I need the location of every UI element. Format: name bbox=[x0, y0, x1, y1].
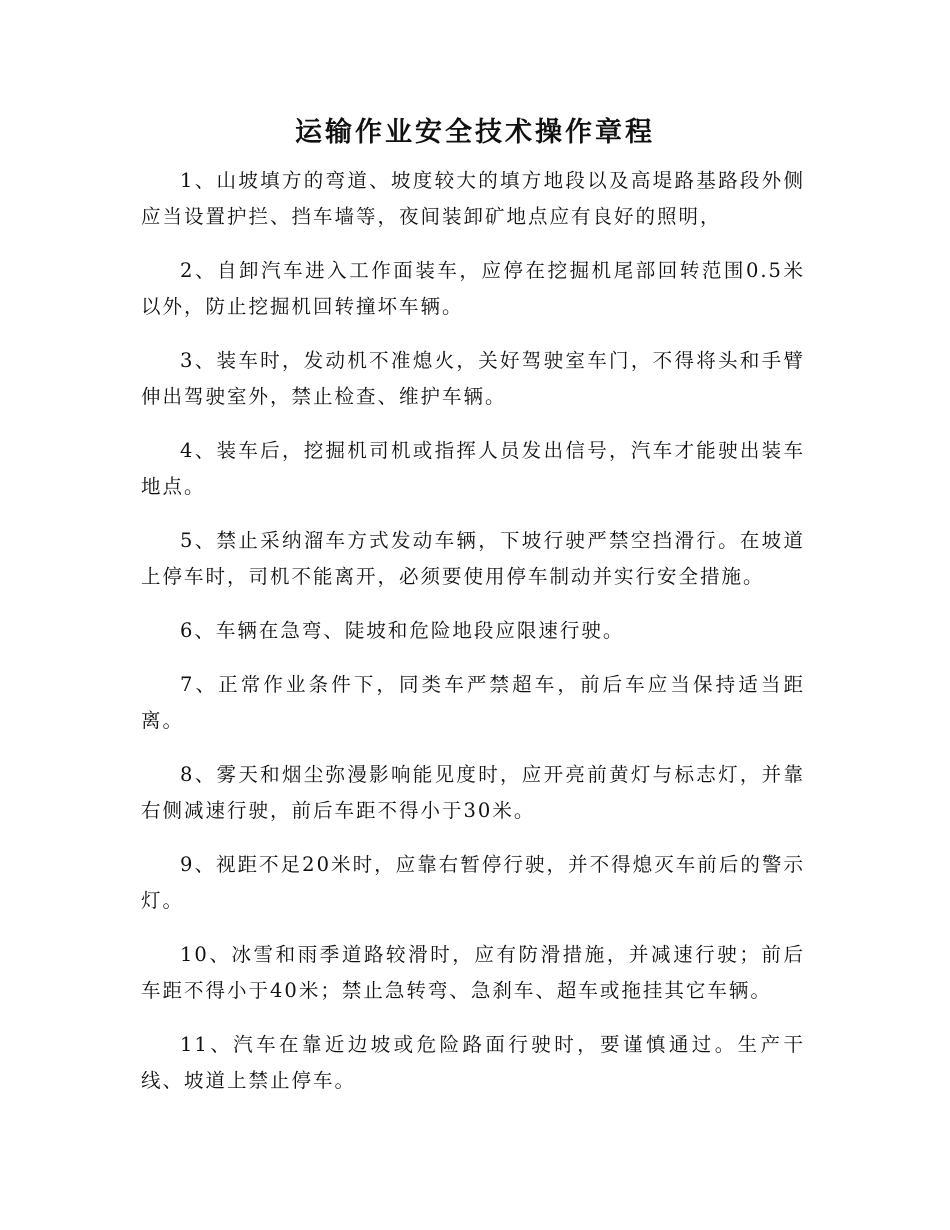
paragraph-1: 1、山坡填方的弯道、坡度较大的填方地段以及高堤路基路段外侧应当设置护拦、挡车墙等，夜间装卸矿地点应有良好的照明， bbox=[141, 169, 805, 228]
paragraph-6: 6、车辆在急弯、陡坡和危险地段应限速行驶。 bbox=[180, 619, 625, 642]
paragraph-7: 7、正常作业条件下，同类车严禁超车，前后车应当保持适当距离。 bbox=[141, 673, 805, 732]
paragraph-8: 8、雾天和烟尘弥漫影响能见度时，应开亮前黄灯与标志灯，并靠右侧减速行驶，前后车距不得小于30米。 bbox=[141, 763, 805, 822]
document-body bbox=[141, 163, 805, 1117]
paragraph-10: 10、冰雪和雨季道路较滑时，应有防滑措施，并减速行驶；前后车距不得小于40米；禁止急转弯、急刹车、超车或拖挂其它车辆。 bbox=[141, 943, 805, 1002]
paragraph-9: 9、视距不足20米时，应靠右暂停行驶，并不得熄灭车前后的警示灯。 bbox=[141, 853, 805, 912]
paragraph-11: 11、汽车在靠近边坡或危险路面行驶时，要谨慎通过。生产干线、坡道上禁止停车。 bbox=[141, 1033, 805, 1092]
paragraph-5: 5、禁止采纳溜车方式发动车辆，下坡行驶严禁空挡滑行。在坡道上停车时，司机不能离开，必须要使用停车制动并实行安全措施。 bbox=[141, 529, 805, 588]
paragraph-3: 3、装车时，发动机不准熄火，关好驾驶室车门，不得将头和手臂伸出驾驶室外，禁止检查、维护车辆。 bbox=[141, 349, 805, 408]
document-title: 运输作业安全技术操作章程 bbox=[295, 117, 655, 148]
paragraph-2: 2、自卸汽车进入工作面装车，应停在挖掘机尾部回转范围0.5米以外，防止挖掘机回转撞坏车辆。 bbox=[141, 259, 805, 318]
paragraph-4: 4、装车后，挖掘机司机或指挥人员发出信号，汽车才能驶出装车地点。 bbox=[141, 439, 805, 498]
